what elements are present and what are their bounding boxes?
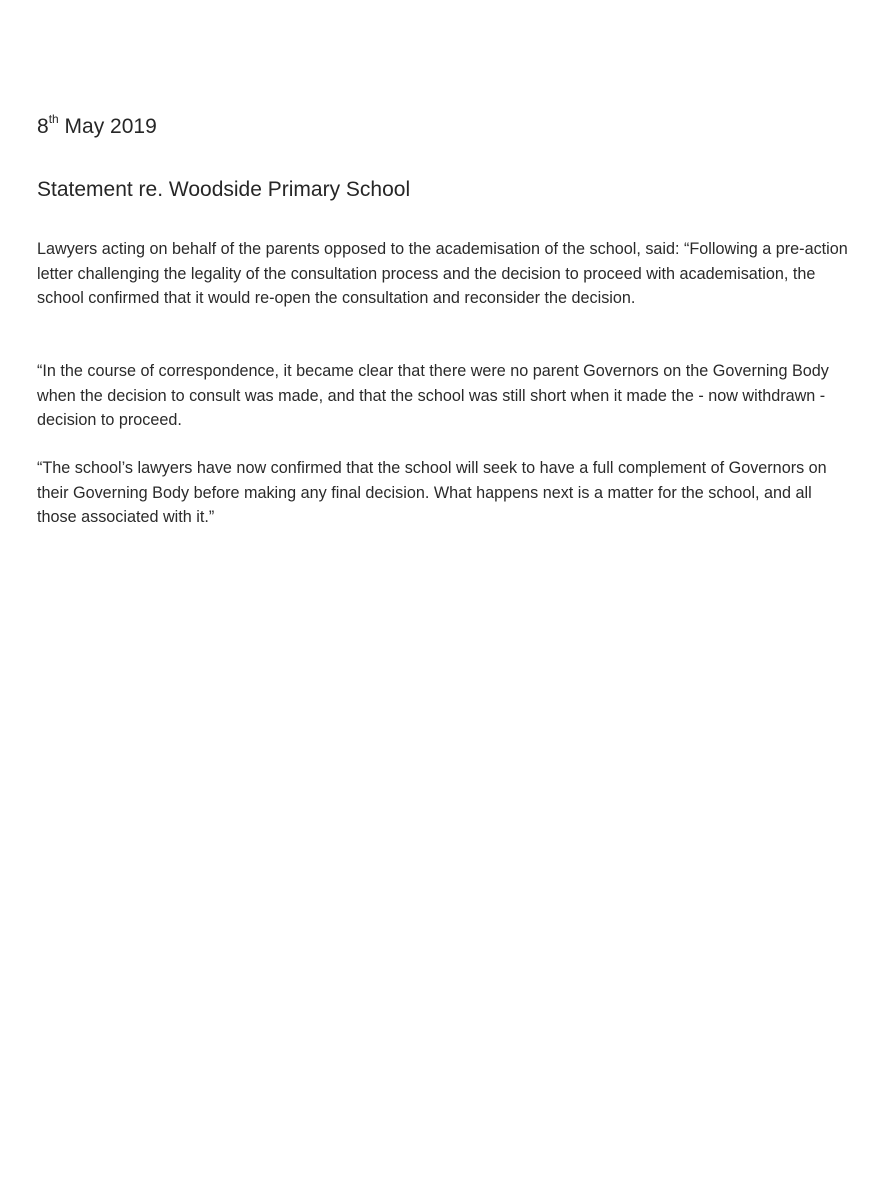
paragraph-2: “In the course of correspondence, it became clear that there were no parent Governors on the Governing Body when the decision to consult was made, and that the school was still short when it made the - now withdrawn - decision to proceed.: [37, 362, 829, 429]
statement-title: Statement re. Woodside Primary School: [37, 178, 411, 201]
paragraph-3: “The school’s lawyers have now confirmed that the school will seek to have a full complement of Governors on their Governing Body before making any final decision. What happens next is a matter for the school, and all those associated with it.”: [37, 459, 827, 526]
date-month-year: May 2019: [58, 115, 157, 138]
date-day: 8: [37, 115, 49, 138]
paragraph-1: Lawyers acting on behalf of the parents opposed to the academisation of the school, said: “Following a pre-action letter challenging the legality of the consultation process and the decision to proceed with academisation, the school confirmed that it would re-open the consultation and reconsider the decision.: [37, 240, 848, 307]
date-suffix: th: [48, 112, 59, 126]
statement-date: [37, 113, 157, 141]
